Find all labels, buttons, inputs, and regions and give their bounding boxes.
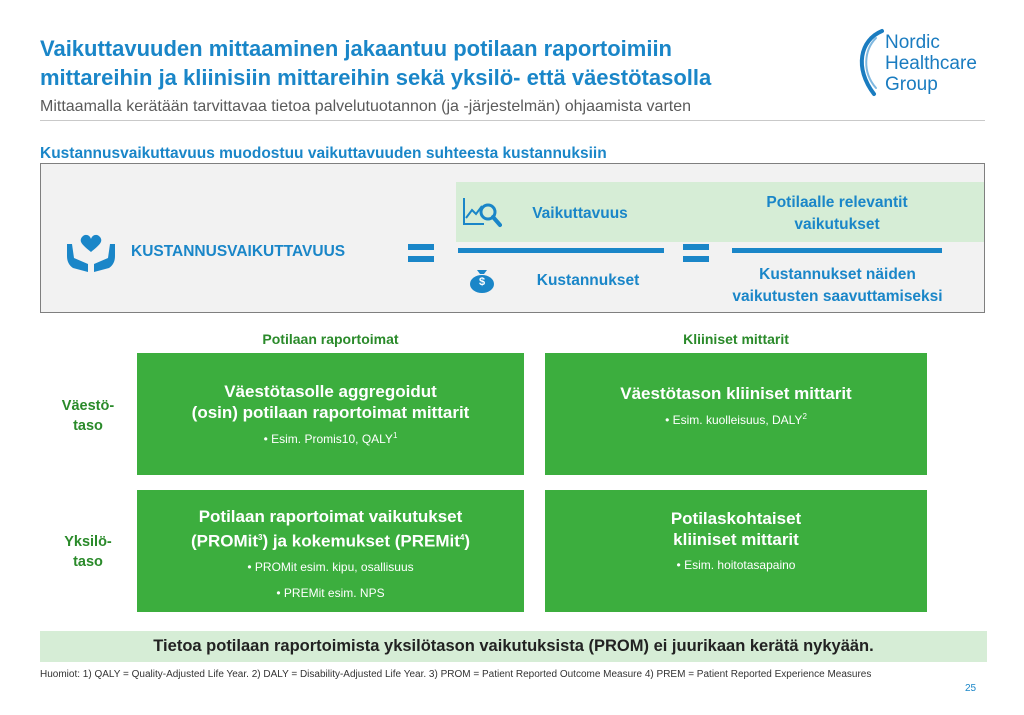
hands-heart-icon	[64, 230, 118, 274]
row-header-individual	[40, 532, 136, 572]
cell-bullet-2: • PREMit esim. NPS	[276, 585, 385, 600]
chart-magnifier-icon	[462, 196, 502, 228]
heading-part-a: (PROMit	[190, 531, 258, 551]
cell-individual-clinical	[545, 490, 927, 612]
cell-heading-line-2: (osin) potilaan raportoimat mittarit	[191, 403, 470, 422]
cell-heading-line-2: kliiniset mittarit	[673, 530, 799, 549]
rhs-denominator	[710, 264, 965, 308]
rhs-denominator-line-2: vaikutusten saavuttamiseksi	[732, 288, 943, 305]
rhs-numerator-line-2: vaikutukset	[794, 216, 880, 233]
cell-bullet	[137, 431, 524, 446]
logo-line-1: Nordic	[885, 32, 940, 53]
logo-line-2: Healthcare	[885, 53, 977, 74]
row-header-population-line-2: taso	[73, 418, 103, 434]
row-header-individual-line-2: taso	[73, 554, 103, 570]
numerator-label: Vaikuttavuus	[532, 205, 628, 222]
cell-individual-patient-reported	[137, 490, 524, 612]
cell-bullet	[545, 412, 927, 427]
logo-line-3: Group	[885, 74, 938, 95]
footnote-ref: 3	[258, 533, 263, 542]
equals-sign-2	[683, 244, 709, 268]
footnote-ref: 1	[392, 431, 398, 440]
conclusion-banner: Tietoa potilaan raportoimista yksilötason vaikutuksista (PROM) ei juurikaan kerätä nykyään.	[40, 631, 987, 662]
title-divider	[40, 120, 985, 121]
fraction-line-1	[458, 248, 664, 253]
footnote-ref: 4	[459, 533, 465, 542]
footnote-ref: 2	[802, 412, 807, 421]
cell-heading-line-1: Väestötasolle aggregoidut	[224, 382, 437, 401]
cell-heading-line-2	[137, 527, 524, 552]
bullet-text: • Esim. kuolleisuus, DALY	[665, 413, 803, 427]
heading-part-c: )	[464, 531, 471, 551]
rhs-denominator-line-1: Kustannukset näiden	[759, 266, 916, 283]
column-header-patient-reported: Potilaan raportoimat	[262, 331, 399, 347]
footnote: Huomiot: 1) QALY = Quality-Adjusted Life Year. 2) DALY = Disability-Adjusted Life Year. 3) PROM = Patient Reported Outcome Measure 4) PREM = Patient Reported Experience Measures	[40, 669, 872, 680]
cell-heading-line-1: Potilaan raportoimat vaikutukset	[198, 507, 463, 526]
cell-heading-line-1: Potilaskohtaiset	[670, 509, 802, 528]
cell-population-clinical	[545, 353, 927, 475]
denominator-label: Kustannukset	[536, 272, 640, 289]
cell-bullet: • Esim. hoitotasapaino	[676, 558, 796, 572]
row-header-population-line-1: Väestö-	[61, 398, 115, 414]
row-header-population	[40, 396, 136, 436]
cell-bullet-1: • PROMit esim. kipu, osallisuus	[247, 559, 414, 574]
row-header-individual-line-1: Yksilö-	[64, 534, 112, 550]
fraction-line-2	[732, 248, 942, 253]
section-title: Kustannusvaikuttavuus muodostuu vaikuttavuuden suhteesta kustannuksiin	[40, 145, 607, 162]
logo-text	[885, 32, 977, 95]
cell-population-patient-reported	[137, 353, 524, 475]
bullet-text: • Esim. Promis10, QALY	[263, 432, 393, 446]
title-line-1: Vaikuttavuuden mittaaminen jakaantuu potilaan raportoimiin	[40, 36, 672, 61]
subtitle: Mittaamalla kerätään tarvittavaa tietoa palvelutuotannon (ja -järjestelmän) ohjaamista varten	[40, 98, 692, 115]
page-title	[40, 34, 810, 92]
heading-part-b: ) ja kokemukset (PREMit	[262, 531, 460, 551]
money-symbol: $	[478, 276, 486, 288]
rhs-numerator	[732, 192, 942, 236]
equals-sign-1	[408, 244, 434, 268]
title-line-2: mittareihin ja kliinisiin mittareihin sekä yksilö- että väestötasolla	[40, 65, 712, 90]
page-number: 25	[965, 683, 977, 694]
nhg-logo-icon	[852, 28, 886, 98]
cell-heading-line-1: Väestötason kliiniset mittarit	[620, 384, 852, 403]
column-header-clinical: Kliiniset mittarit	[683, 331, 789, 347]
rhs-numerator-line-1: Potilaalle relevantit	[766, 194, 908, 211]
formula-label: KUSTANNUSVAIKUTTAVUUS	[131, 243, 346, 260]
